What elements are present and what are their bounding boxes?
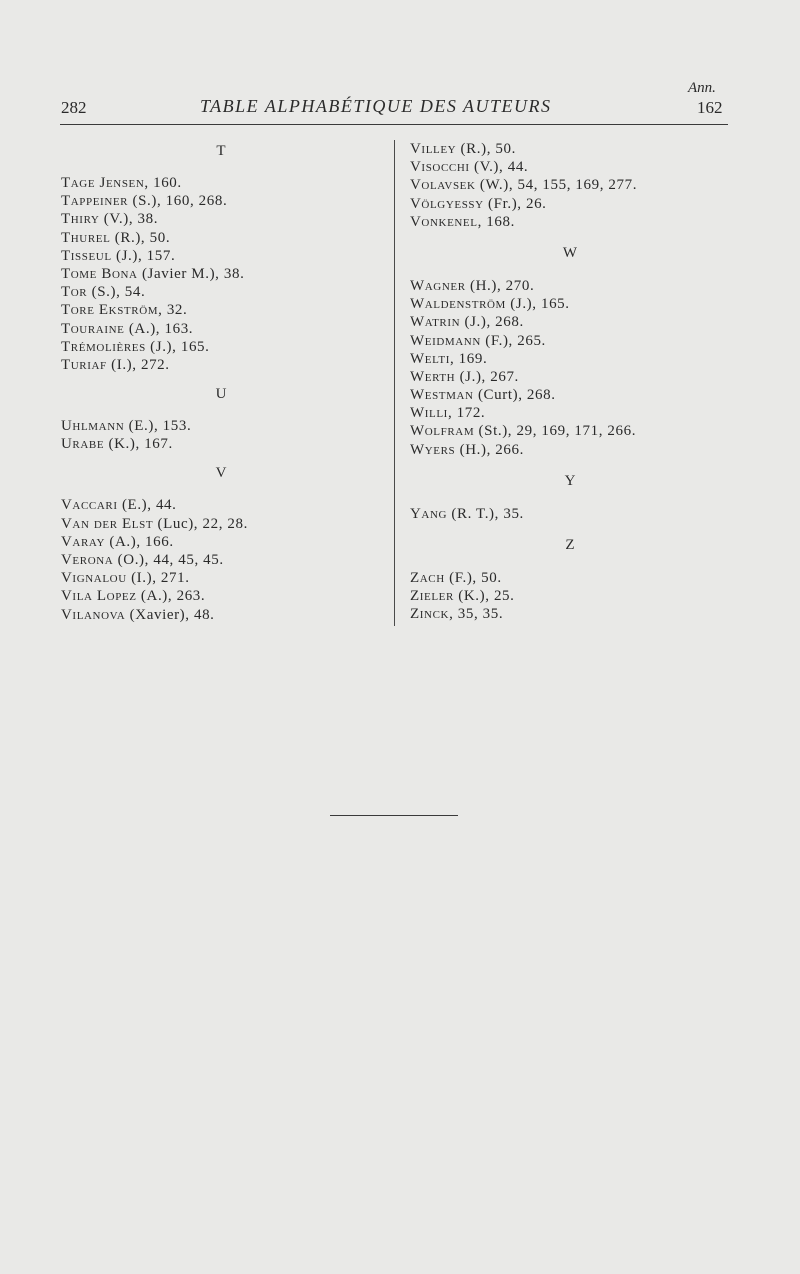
author-name: Zieler [410,588,454,605]
page-refs: (Javier M.), 38. [137,265,245,282]
index-entry [410,176,730,194]
page-refs: (A.), 163. [124,320,194,337]
index-entry [61,301,381,319]
index-entry [410,569,730,587]
page-refs: (J.), 165. [505,296,570,313]
page-refs: (I.), 272. [106,356,170,373]
page-refs: (St.), 29, 169, 171, 266. [474,423,637,440]
page-refs: (J.), 267. [455,368,519,385]
author-name: Verona [61,552,114,568]
author-name: Vilanova [61,606,126,623]
author-name: Werth [410,368,456,385]
page-refs: , 168. [477,213,515,230]
section-letter: Z [565,537,575,553]
page-refs: , 169. [449,350,488,367]
author-name: Turiaf [61,356,107,373]
author-name: Tome Bona [61,265,138,282]
page-refs: (Curt), 268. [473,387,556,404]
page-refs: (I.), 271. [126,570,190,587]
section-letter: W [562,244,578,261]
page-refs: (H.), 266. [455,441,524,458]
page-refs: (Xavier), 48. [125,606,215,623]
index-entry [410,587,730,605]
index-entry [410,295,730,313]
left-column [61,140,381,624]
page-refs: (H.), 270. [465,277,535,294]
index-entry [410,441,730,459]
page-refs: (R.), 50. [456,141,516,157]
annee-label: Ann. [688,80,716,96]
author-name: Urabe [61,436,105,453]
author-name: Yang [410,505,448,522]
section-letter: Y [564,472,576,489]
author-name: Varay [61,533,105,550]
index-entry [61,606,381,624]
index-entry [61,496,381,514]
author-name: Zinck [410,606,450,623]
page-refs: (J.), 268. [460,314,524,331]
page-refs: (R. T.), 35. [447,505,524,522]
page-refs: (Fr.), 26. [483,195,547,212]
author-name: Trémolières [61,338,146,355]
page-refs: (F.), 50. [444,570,502,586]
page-refs: (J.), 157. [111,247,176,264]
index-entry [410,350,730,368]
author-name: Wolfram [410,423,475,440]
page-refs: , 35, 35. [449,606,504,623]
author-name: Willi [410,405,448,422]
index-entry [410,422,730,440]
index-entry [61,435,381,453]
index-section [410,140,730,231]
author-name: Watrin [410,314,461,331]
index-entry [61,174,381,192]
author-name: Tore Ekström [61,302,159,319]
page-refs: (F.), 265. [480,332,546,349]
index-entry [61,338,381,356]
page-refs: (K.), 25. [453,588,515,605]
author-name: Vonkenel [410,213,478,230]
index-entry [410,404,730,422]
index-section [410,470,730,523]
index-section [410,534,730,624]
entry-list [410,569,730,624]
index-entry [61,192,381,210]
author-name: Tisseul [61,247,112,264]
entry-list [410,140,730,231]
index-entry [410,158,730,176]
index-entry [61,417,381,435]
page-refs: (R.), 50. [110,229,171,246]
index-section [61,140,381,374]
author-name: Touraine [61,320,125,337]
column-divider [394,140,395,626]
page-refs: (J.), 165. [145,338,210,355]
page-refs: (E.), 44. [117,497,177,514]
index-entry [61,551,381,569]
section-letter: T [216,143,226,159]
entry-list [410,505,730,523]
entry-list [410,277,730,459]
index-entry [61,356,381,374]
index-section [61,383,381,453]
page-refs: (A.), 263. [136,588,206,605]
index-section [61,462,381,623]
page-refs: , 32. [158,302,188,319]
index-entry [61,320,381,338]
index-entry [410,605,730,623]
author-name: Vaccari [61,497,118,514]
page-refs: (V.), 44. [469,159,529,176]
right-column [410,140,730,624]
page-refs: (V.), 38. [99,211,159,228]
author-name: Thiry [61,211,100,228]
author-name: Wagner [410,277,466,294]
index-entry [61,283,381,301]
page-refs: (E.), 153. [124,418,192,435]
author-name: Wyers [410,441,456,458]
author-name: Thurel [61,229,111,246]
page-title: TABLE ALPHABÉTIQUE DES AUTEURS [200,96,552,116]
page-refs: (A.), 166. [105,533,174,550]
entry-list [61,496,381,623]
page-refs: (S.), 160, 268. [128,193,228,210]
section-letter: V [215,465,227,482]
index-entry [410,386,730,404]
entry-list [61,417,381,453]
author-name: Tor [61,284,88,301]
author-name: Welti [410,350,450,367]
page-refs: (W.), 54, 155, 169, 277. [475,177,638,194]
page-refs: , 160. [144,175,182,191]
index-entry [410,368,730,386]
index-entry [61,247,381,265]
section-letter: U [215,386,227,403]
index-entry [61,533,381,551]
page-refs: (S.), 54. [87,284,146,301]
author-name: Waldenström [410,296,506,313]
index-entry [61,587,381,605]
page-refs: (K.), 167. [104,436,173,453]
header-rule [60,124,728,125]
author-name: Van der Elst [61,515,154,532]
annee-number: 162 [697,98,723,117]
entry-list [61,174,381,374]
end-rule [330,815,458,816]
page-refs: (Luc), 22, 28. [153,515,248,532]
index-entry [410,505,730,523]
author-name: Tage Jensen [61,175,145,191]
author-name: Vila Lopez [61,588,137,605]
index-entry [410,213,730,231]
author-name: Westman [410,387,474,404]
author-name: Zach [410,570,445,586]
index-entry [410,277,730,295]
page-refs: , 172. [447,405,486,422]
index-entry [410,313,730,331]
index-entry [410,195,730,213]
index-entry [61,515,381,533]
index-entry [61,569,381,587]
author-name: Völgyessy [410,195,484,212]
author-name: Villey [410,141,457,157]
index-entry [410,332,730,350]
author-name: Vignalou [61,570,127,587]
index-entry [61,265,381,283]
index-entry [61,210,381,228]
index-entry [61,229,381,247]
index-section [410,242,730,459]
page-refs: (O.), 44, 45, 45. [113,552,224,568]
author-name: Tappeiner [61,193,129,210]
author-name: Volavsek [410,177,476,194]
author-name: Visocchi [410,159,470,176]
page-number: 282 [61,98,87,117]
author-name: Uhlmann [61,418,125,435]
index-entry [410,140,730,158]
author-name: Weidmann [410,332,481,349]
